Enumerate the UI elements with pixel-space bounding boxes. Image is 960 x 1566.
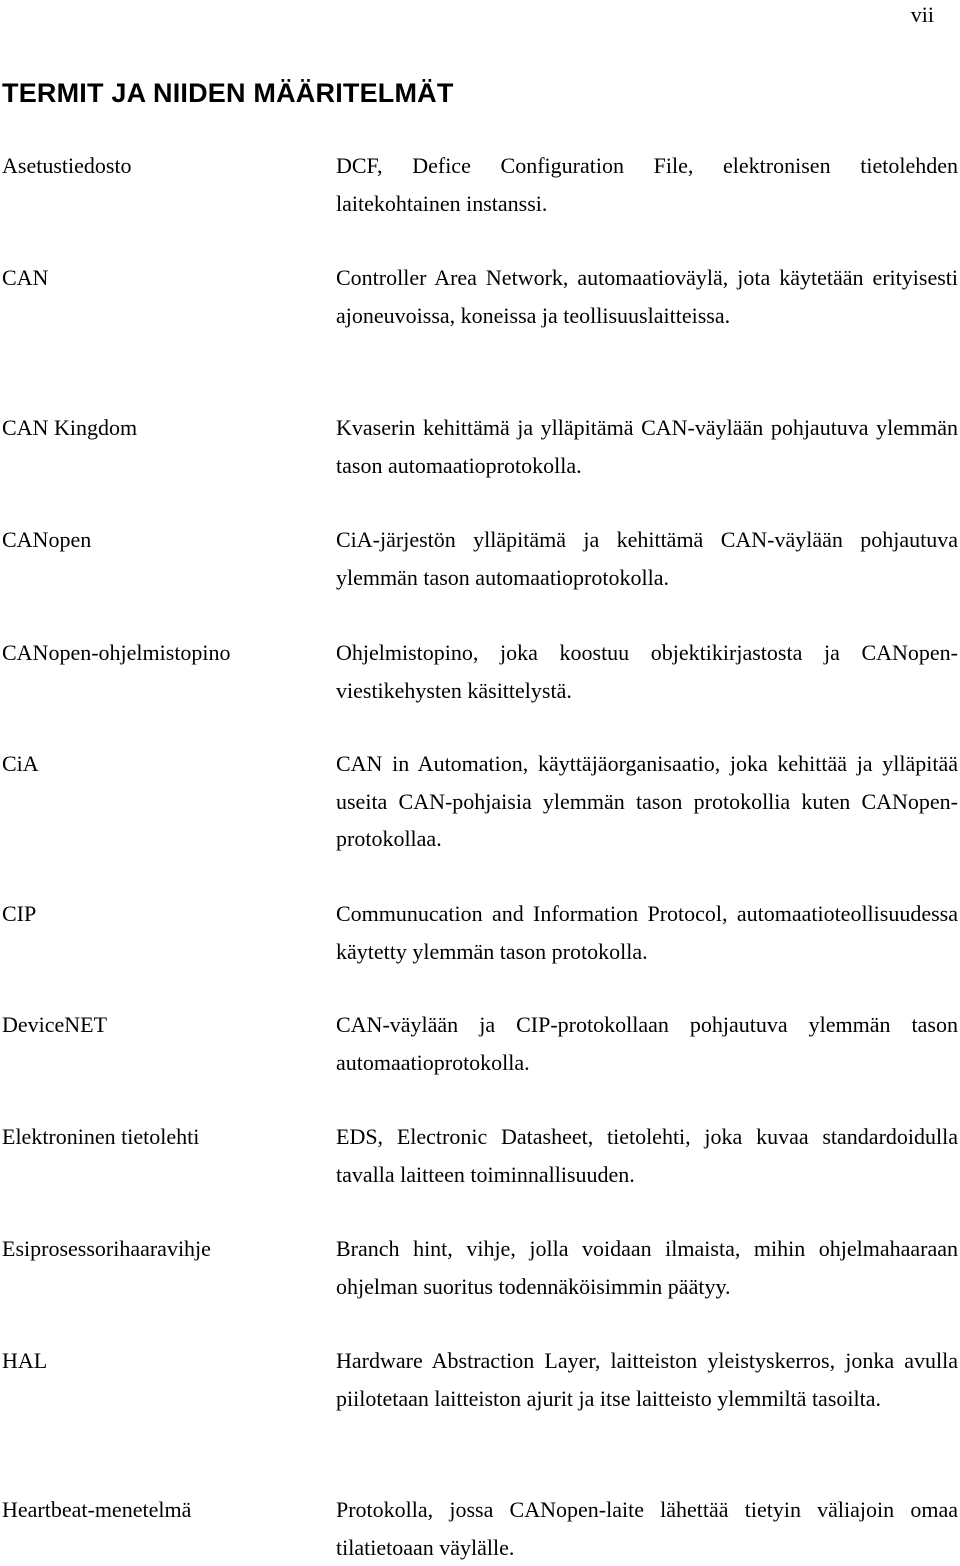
glossary-term: CANopen [2, 527, 92, 552]
glossary-definition: Controller Area Network, automaatioväylä, jota käytetään erityisesti ajoneuvoissa, koneissa ja teollisuuslaitteissa. [336, 265, 958, 328]
glossary-definition: DCF, Defice Configuration File, elektronisen tietolehden laitekohtainen instanssi. [336, 153, 958, 216]
glossary-term: CiA [2, 751, 39, 776]
glossary-term: HAL [2, 1348, 48, 1373]
glossary-term: Heartbeat-menetelmä [2, 1497, 192, 1522]
glossary-definition: Protokolla, jossa CANopen-laite lähettää tietyin väliajoin omaa tilatietoaan väylälle. [336, 1497, 958, 1560]
glossary-definition: Hardware Abstraction Layer, laitteiston yleistyskerros, jonka avulla piilotetaan laitteiston ajurit ja itse laitteisto ylemmiltä tasoilta. [336, 1348, 958, 1411]
glossary-term: DeviceNET [2, 1012, 108, 1037]
glossary-term: CANopen-ohjelmistopino [2, 640, 231, 665]
glossary-definition: CiA-järjestön ylläpitämä ja kehittämä CAN-väylään pohjautuva ylemmän tason automaatioprotokolla. [336, 527, 958, 590]
glossary-definition: Communucation and Information Protocol, automaatioteollisuudessa käytetty ylemmän tason protokolla. [336, 901, 958, 964]
glossary-definition: Branch hint, vihje, jolla voidaan ilmaista, mihin ohjelmahaaraan ohjelman suoritus todennäköisimmin päätyy. [336, 1236, 958, 1299]
glossary-term: CAN [2, 265, 49, 290]
glossary-definition: EDS, Electronic Datasheet, tietolehti, joka kuvaa standardoidulla tavalla laitteen toiminnallisuuden. [336, 1124, 958, 1187]
glossary-definition: CAN in Automation, käyttäjäorganisaatio, joka kehittää ja ylläpitää useita CAN-pohjaisia ylemmän tason protokollia kuten CANopen-protokollaa. [336, 751, 958, 851]
page-number: vii [910, 2, 934, 27]
glossary-definition: Ohjelmistopino, joka koostuu objektikirjastosta ja CANopen-viestikehysten käsittelystä. [336, 640, 958, 703]
page-title: TERMIT JA NIIDEN MÄÄRITELMÄT [2, 78, 454, 108]
glossary-term: CAN Kingdom [2, 415, 138, 440]
glossary-term: Esiprosessorihaaravihje [2, 1236, 211, 1261]
glossary-term: Elektroninen tietolehti [2, 1124, 200, 1149]
glossary-definition: CAN-väylään ja CIP-protokollaan pohjautuva ylemmän tason automaatioprotokolla. [336, 1012, 958, 1075]
glossary-definition: Kvaserin kehittämä ja ylläpitämä CAN-väylään pohjautuva ylemmän tason automaatioprotokolla. [336, 415, 958, 478]
glossary-term: CIP [2, 901, 37, 926]
glossary-term: Asetustiedosto [2, 153, 132, 178]
